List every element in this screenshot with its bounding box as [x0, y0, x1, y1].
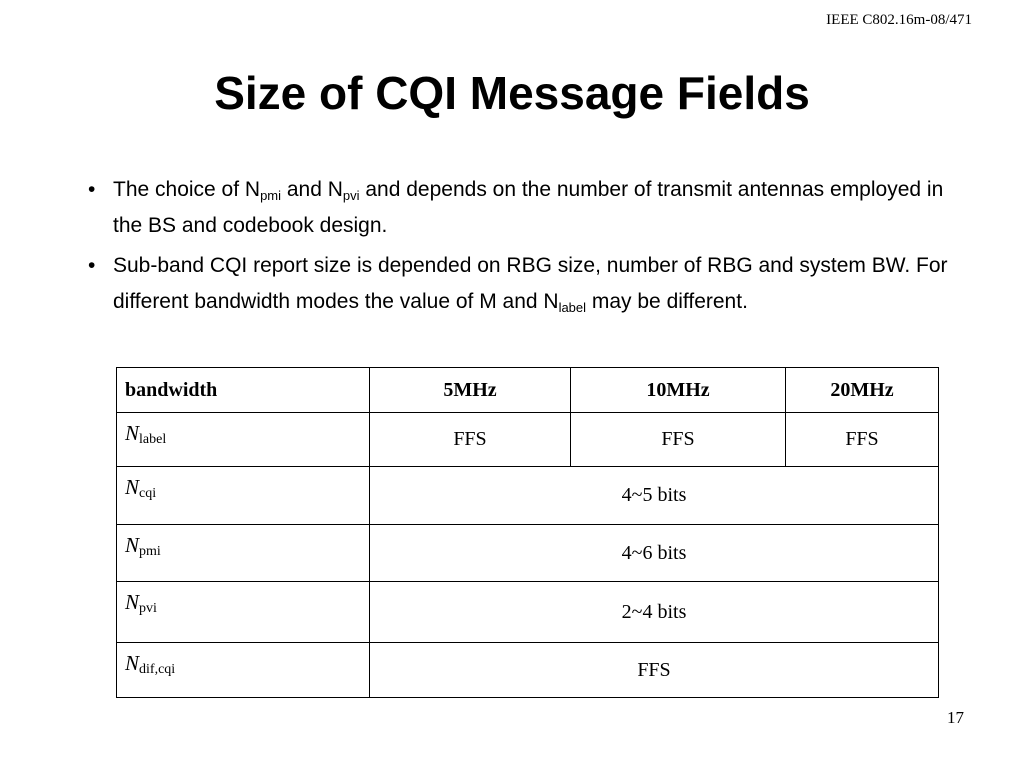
- bullet-item: [88, 248, 948, 320]
- subscript: pmi: [260, 188, 282, 203]
- bullet-text: The choice of N: [113, 178, 261, 201]
- bullet-item: [88, 172, 948, 244]
- table-header-row: [117, 368, 939, 413]
- cqi-fields-table: [116, 367, 939, 698]
- subscript: pvi: [342, 188, 360, 203]
- subscript: label: [558, 300, 587, 315]
- bullet-text: and N: [281, 178, 343, 201]
- row-label: $N_{label}$: [117, 413, 370, 467]
- table-header-cell: 10MHz: [571, 368, 786, 413]
- table-row: [117, 525, 939, 582]
- bullet-text: may be different.: [586, 290, 748, 313]
- row-label: $N_{dif,cqi}$: [117, 643, 370, 698]
- table-header-cell: 5MHz: [370, 368, 571, 413]
- slide-title: Size of CQI Message Fields: [214, 67, 810, 119]
- page-number: 17: [947, 708, 964, 727]
- bullet-text: and depends on the number of transmit antennas employed in the BS and codebook design.: [113, 178, 944, 237]
- table-cell: FFS: [571, 413, 786, 467]
- table-row: [117, 582, 939, 643]
- table-cell: 2~4 bits: [370, 582, 939, 643]
- table-row: [117, 467, 939, 525]
- table-row: [117, 643, 939, 698]
- table-header-cell: 20MHz: [786, 368, 939, 413]
- table-cell: 4~5 bits: [370, 467, 939, 525]
- document-id: IEEE C802.16m-08/471: [826, 12, 972, 28]
- bullet-list: [88, 172, 948, 324]
- table-cell: FFS: [370, 413, 571, 467]
- bullet-text: Sub-band CQI report size is depended on RBG size, number of RBG and system BW. For different bandwidth modes the value of M and N: [113, 254, 948, 313]
- row-label: $N_{cqi}$: [117, 467, 370, 525]
- table-row: [117, 413, 939, 467]
- table-cell: 4~6 bits: [370, 525, 939, 582]
- row-label: $N_{pvi}$: [117, 582, 370, 643]
- table-header-cell: bandwidth: [117, 368, 370, 413]
- table-cell: FFS: [786, 413, 939, 467]
- row-label: $N_{pmi}$: [117, 525, 370, 582]
- table-cell: FFS: [370, 643, 939, 698]
